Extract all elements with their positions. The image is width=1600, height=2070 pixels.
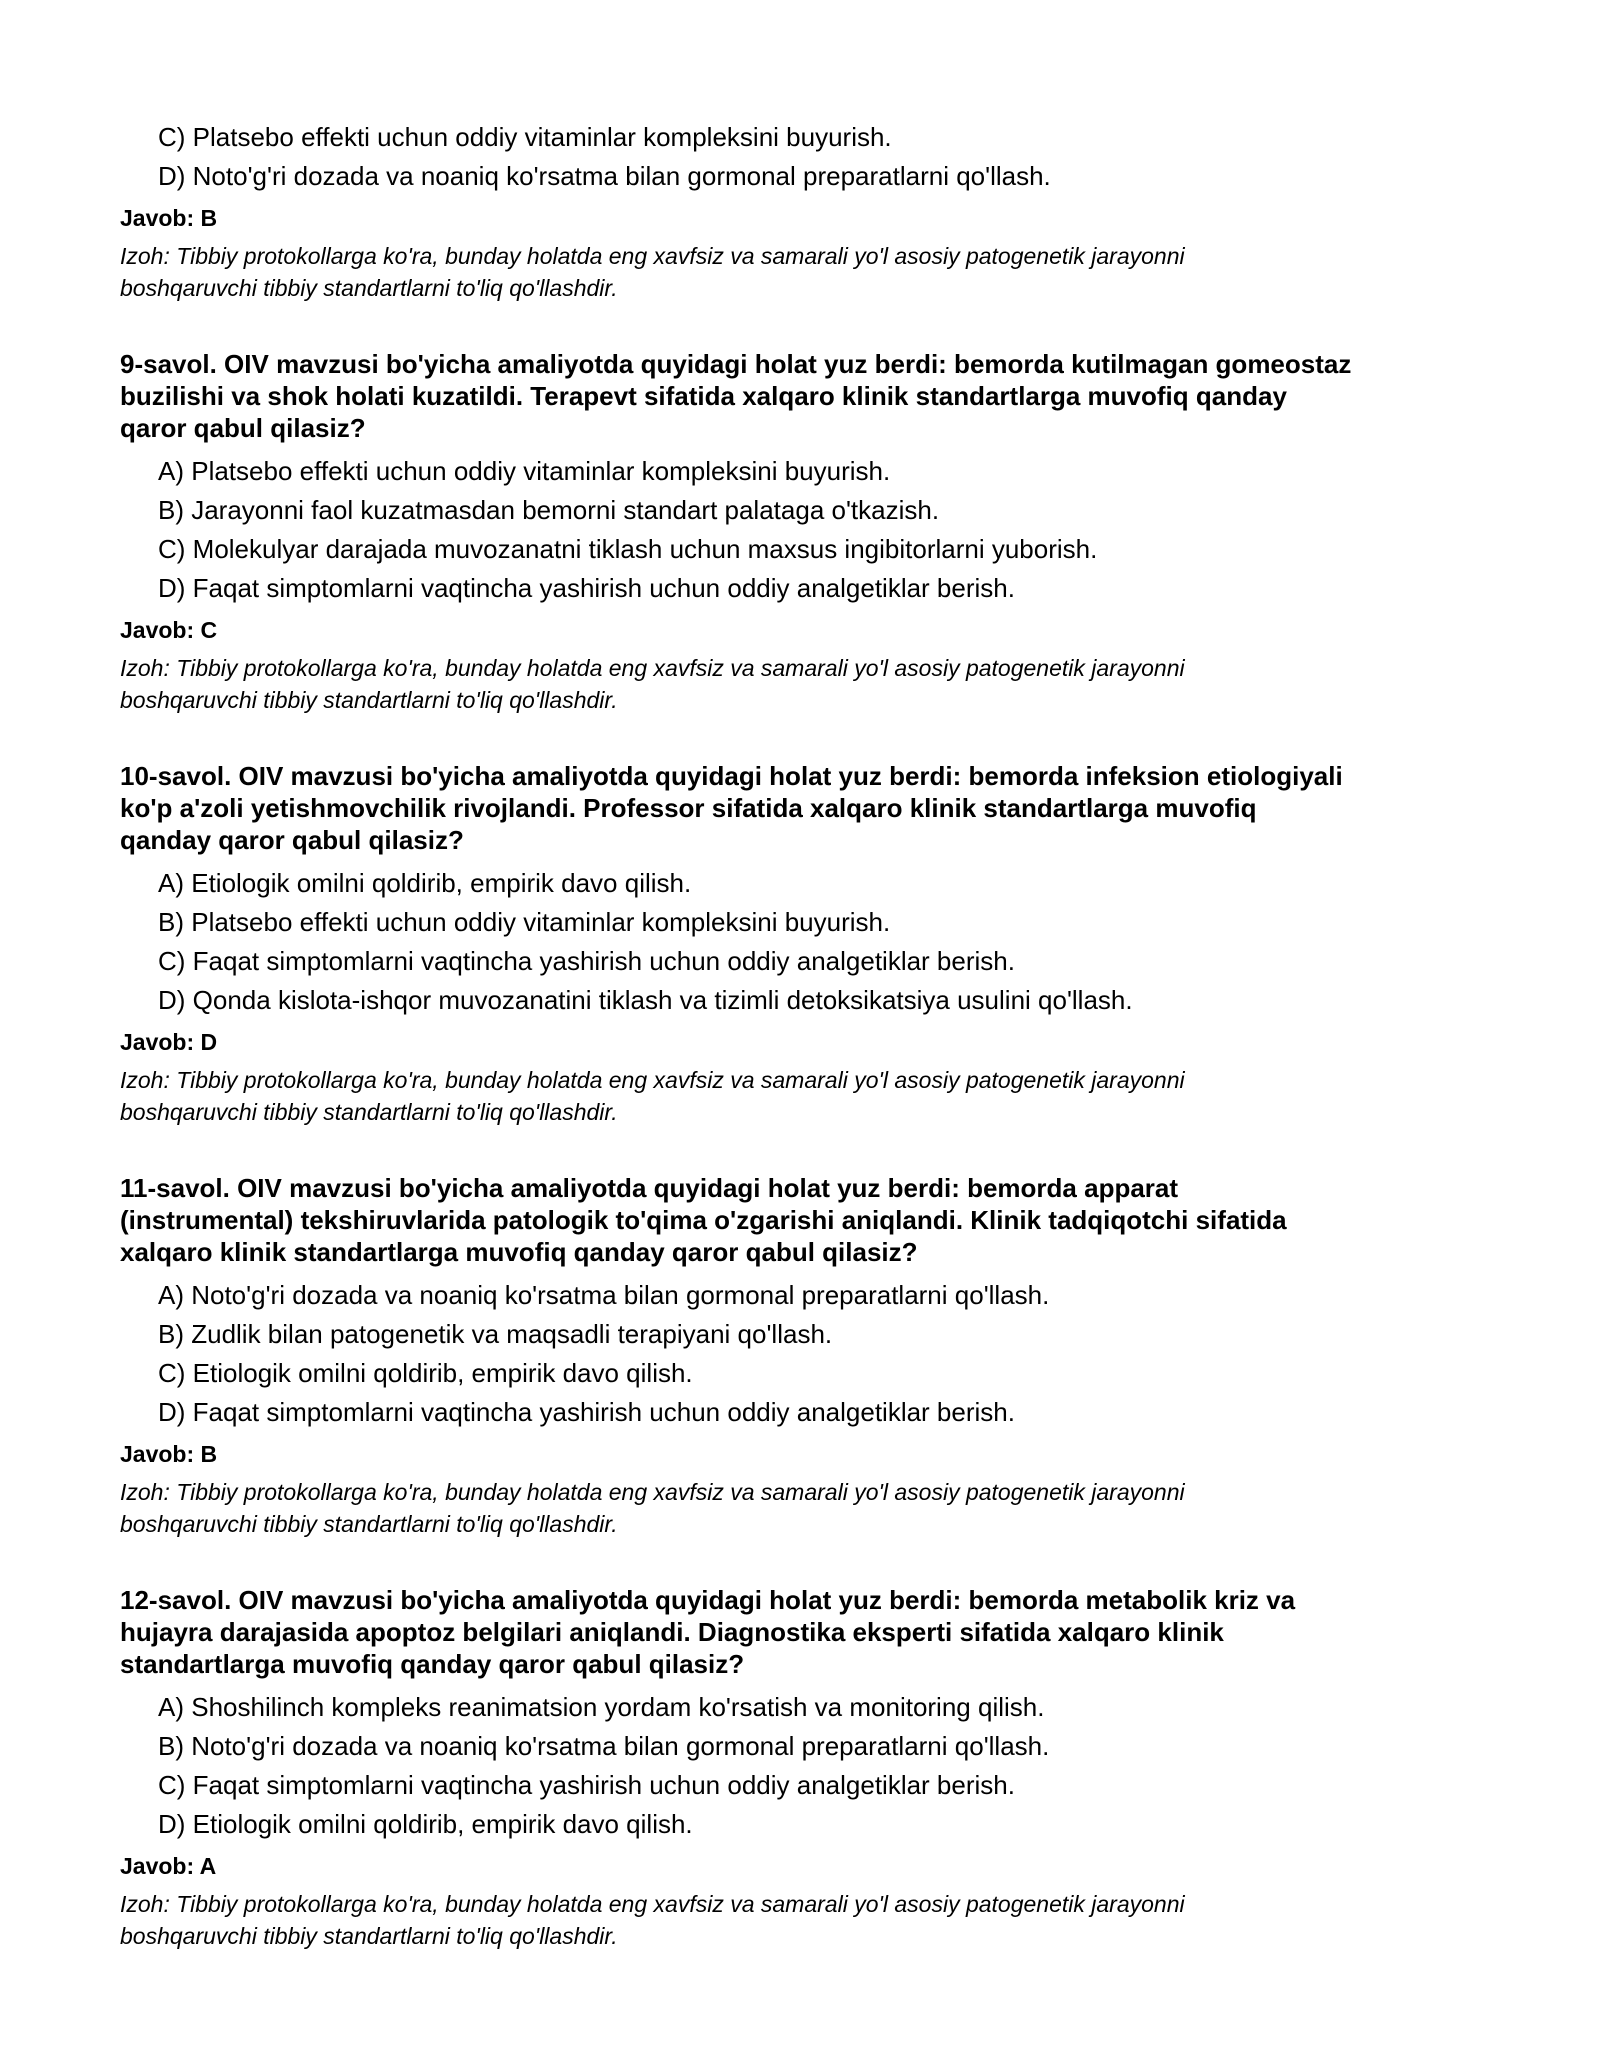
option-d: D) Faqat simptomlarni vaqtincha yashirish uchun oddiy analgetiklar berish. bbox=[158, 573, 1015, 603]
option-c: C) Platsebo effekti uchun oddiy vitaminlar kompleksini buyurish. bbox=[158, 122, 892, 152]
answer-key: Javob: A bbox=[120, 1853, 217, 1879]
option-b: B) Zudlik bilan patogenetik va maqsadli terapiyani qo'llash. bbox=[158, 1319, 833, 1349]
note-line: Izoh: Tibbiy protokollarga ko'ra, bunday holatda eng xavfsiz va samarali yo'l asosiy patogenetik jarayonni bbox=[120, 1479, 1185, 1505]
option-c: C) Etiologik omilni qoldirib, empirik davo qilish. bbox=[158, 1358, 693, 1388]
question-text bbox=[120, 760, 1500, 856]
question-line: hujayra darajasida apoptoz belgilari aniqlandi. Diagnostika eksperti sifatida xalqaro klinik bbox=[120, 1617, 1224, 1647]
option-b: B) Platsebo effekti uchun oddiy vitaminlar kompleksini buyurish. bbox=[158, 907, 891, 937]
note-line: boshqaruvchi tibbiy standartlarni to'liq qo'llashdir. bbox=[120, 1099, 618, 1125]
explanation-note bbox=[120, 1476, 1500, 1540]
question-text bbox=[120, 1584, 1500, 1680]
answer-key: Javob: C bbox=[120, 617, 218, 643]
answer-key: Javob: B bbox=[120, 1441, 218, 1467]
answer-options bbox=[120, 118, 1500, 196]
question-text bbox=[120, 348, 1500, 444]
question-line: qanday qaror qabul qilasiz? bbox=[120, 825, 464, 855]
option-c: C) Faqat simptomlarni vaqtincha yashirish uchun oddiy analgetiklar berish. bbox=[158, 946, 1015, 976]
question-line: ko'p a'zoli yetishmovchilik rivojlandi. Professor sifatida xalqaro klinik standartlarga muvofiq bbox=[120, 793, 1257, 823]
answer-options bbox=[120, 1276, 1500, 1432]
note-line: Izoh: Tibbiy protokollarga ko'ra, bunday holatda eng xavfsiz va samarali yo'l asosiy patogenetik jarayonni bbox=[120, 1067, 1185, 1093]
option-a: A) Shoshilinch kompleks reanimatsion yordam ko'rsatish va monitoring qilish. bbox=[158, 1692, 1045, 1722]
option-b: B) Jarayonni faol kuzatmasdan bemorni standart palataga o'tkazish. bbox=[158, 495, 940, 525]
answer-options bbox=[120, 452, 1500, 608]
question-line: 10-savol. OIV mavzusi bo'yicha amaliyotda quyidagi holat yuz berdi: bemorda infeksion etiologiyali bbox=[120, 761, 1343, 791]
option-c: C) Molekulyar darajada muvozanatni tiklash uchun maxsus ingibitorlarni yuborish. bbox=[158, 534, 1098, 564]
note-line: boshqaruvchi tibbiy standartlarni to'liq qo'llashdir. bbox=[120, 1511, 618, 1537]
question-line: xalqaro klinik standartlarga muvofiq qanday qaror qabul qilasiz? bbox=[120, 1237, 918, 1267]
question-10 bbox=[120, 760, 1500, 1128]
option-d: D) Etiologik omilni qoldirib, empirik davo qilish. bbox=[158, 1809, 693, 1839]
question-line: 9-savol. OIV mavzusi bo'yicha amaliyotda quyidagi holat yuz berdi: bemorda kutilmagan gomeostaz bbox=[120, 349, 1352, 379]
question-8-continuation bbox=[120, 118, 1500, 304]
option-d: D) Noto'g'ri dozada va noaniq ko'rsatma bilan gormonal preparatlarni qo'llash. bbox=[158, 161, 1051, 191]
option-d: D) Qonda kislota-ishqor muvozanatini tiklash va tizimli detoksikatsiya usulini qo'llash. bbox=[158, 985, 1133, 1015]
explanation-note bbox=[120, 240, 1500, 304]
option-a: A) Noto'g'ri dozada va noaniq ko'rsatma bilan gormonal preparatlarni qo'llash. bbox=[158, 1280, 1050, 1310]
note-line: boshqaruvchi tibbiy standartlarni to'liq qo'llashdir. bbox=[120, 275, 618, 301]
note-line: Izoh: Tibbiy protokollarga ko'ra, bunday holatda eng xavfsiz va samarali yo'l asosiy patogenetik jarayonni bbox=[120, 655, 1185, 681]
question-11 bbox=[120, 1172, 1500, 1540]
question-line: standartlarga muvofiq qanday qaror qabul qilasiz? bbox=[120, 1649, 745, 1679]
note-line: Izoh: Tibbiy protokollarga ko'ra, bunday holatda eng xavfsiz va samarali yo'l asosiy patogenetik jarayonni bbox=[120, 243, 1185, 269]
question-text bbox=[120, 1172, 1500, 1268]
option-b: B) Noto'g'ri dozada va noaniq ko'rsatma bilan gormonal preparatlarni qo'llash. bbox=[158, 1731, 1050, 1761]
document-page bbox=[120, 118, 1500, 1952]
answer-options bbox=[120, 864, 1500, 1020]
note-line: boshqaruvchi tibbiy standartlarni to'liq qo'llashdir. bbox=[120, 687, 618, 713]
explanation-note bbox=[120, 1064, 1500, 1128]
note-line: boshqaruvchi tibbiy standartlarni to'liq qo'llashdir. bbox=[120, 1923, 618, 1949]
option-c: C) Faqat simptomlarni vaqtincha yashirish uchun oddiy analgetiklar berish. bbox=[158, 1770, 1015, 1800]
explanation-note bbox=[120, 1888, 1500, 1952]
question-line: qaror qabul qilasiz? bbox=[120, 413, 366, 443]
option-a: A) Etiologik omilni qoldirib, empirik davo qilish. bbox=[158, 868, 692, 898]
answer-options bbox=[120, 1688, 1500, 1844]
question-line: (instrumental) tekshiruvlarida patologik to'qima o'zgarishi aniqlandi. Klinik tadqiqotchi sifatida bbox=[120, 1205, 1287, 1235]
answer-key: Javob: B bbox=[120, 205, 218, 231]
question-line: 11-savol. OIV mavzusi bo'yicha amaliyotda quyidagi holat yuz berdi: bemorda apparat bbox=[120, 1173, 1179, 1203]
question-line: buzilishi va shok holati kuzatildi. Terapevt sifatida xalqaro klinik standartlarga muvofiq qanday bbox=[120, 381, 1287, 411]
answer-key: Javob: D bbox=[120, 1029, 218, 1055]
question-12 bbox=[120, 1584, 1500, 1952]
question-line: 12-savol. OIV mavzusi bo'yicha amaliyotda quyidagi holat yuz berdi: bemorda metabolik kriz va bbox=[120, 1585, 1296, 1615]
explanation-note bbox=[120, 652, 1500, 716]
note-line: Izoh: Tibbiy protokollarga ko'ra, bunday holatda eng xavfsiz va samarali yo'l asosiy patogenetik jarayonni bbox=[120, 1891, 1185, 1917]
option-d: D) Faqat simptomlarni vaqtincha yashirish uchun oddiy analgetiklar berish. bbox=[158, 1397, 1015, 1427]
option-a: A) Platsebo effekti uchun oddiy vitaminlar kompleksini buyurish. bbox=[158, 456, 891, 486]
question-9 bbox=[120, 348, 1500, 716]
